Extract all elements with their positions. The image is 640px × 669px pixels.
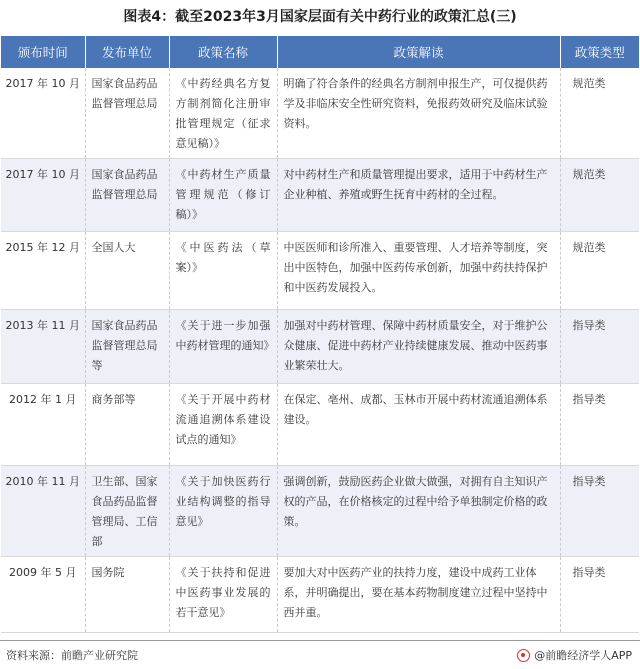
- cell-type: 规范类: [560, 159, 639, 232]
- table-row: [1, 159, 639, 232]
- table-row: [1, 557, 639, 633]
- chart-title: 图表4：截至2023年3月国家层面有关中药行业的政策汇总(三): [123, 9, 517, 25]
- cell-name: 《中药材生产质量管理规范（修订稿）》: [169, 159, 277, 232]
- cell-desc: 在保定、亳州、成都、玉林市开展中药材流通追溯体系建设。: [277, 384, 560, 466]
- cell-desc: 要加大对中医药产业的扶持力度，建设中成药工业体系，并明确提出，要在基本药物制度建立过程中坚持中西并重。: [277, 557, 560, 633]
- cell-unit: 国务院: [85, 557, 169, 633]
- cell-date: 2012 年 1 月: [9, 393, 77, 406]
- table-row: [1, 310, 639, 384]
- cell-unit: 国家食品药品监督管理总局: [85, 68, 169, 159]
- header-desc: 政策解读: [277, 36, 560, 68]
- table-row: [1, 384, 639, 466]
- cell-name: 《关于加快医药行业结构调整的指导意见》: [169, 466, 277, 557]
- header-unit: 发布单位: [85, 36, 169, 68]
- cell-type: 指导类: [560, 384, 639, 466]
- source-note: 资料来源：前瞻产业研究院: [6, 649, 138, 662]
- cell-date: 2017 年 10 月: [5, 77, 80, 90]
- cell-desc: 中医医师和诊所准入、重要管理、人才培养等制度，突出中医特色，加强中医药传承创新，加强中药扶持保护和中医药发展投入。: [277, 232, 560, 310]
- cell-unit: 全国人大: [85, 232, 169, 310]
- cell-name: 《关于进一步加强中药材管理的通知》: [169, 310, 277, 384]
- cell-unit: 商务部等: [85, 384, 169, 466]
- cell-desc: 明确了符合条件的经典名方制剂申报生产，可仅提供药学及非临床安全性研究资料，免报药效研究及临床试验资料。: [277, 68, 560, 159]
- qianzhan-logo-icon: [517, 649, 530, 662]
- table-header-row: [1, 36, 639, 68]
- cell-date: 2013 年 11 月: [1, 310, 85, 384]
- cell-name: 《中医药法（草案）》: [169, 232, 277, 310]
- cell-type: 指导类: [560, 310, 639, 384]
- cell-name: 《关于扶持和促进中医药事业发展的若干意见》: [169, 557, 277, 633]
- cell-type: 规范类: [560, 232, 639, 310]
- cell-date: 2009 年 5 月: [9, 566, 77, 579]
- table-row: [1, 232, 639, 310]
- cell-unit: 国家食品药品监督管理总局: [85, 159, 169, 232]
- table-row: [1, 68, 639, 159]
- cell-type: 指导类: [560, 466, 639, 557]
- cell-desc: 加强对中药材管理、保障中药材质量安全，对于维护公众健康、促进中药材产业持续健康发展、推动中医药事业繁荣壮大。: [277, 310, 560, 384]
- header-type: 政策类型: [560, 36, 639, 68]
- policy-table: [1, 36, 639, 633]
- cell-unit: 卫生部、国家食品药品监督管理局、工信部: [85, 466, 169, 557]
- brand-text: @前瞻经济学人APP: [534, 649, 632, 662]
- cell-name: 《关于开展中药材流通追溯体系建设试点的通知》: [169, 384, 277, 466]
- cell-name: 《中药经典名方复方制剂简化注册审批管理规定（征求意见稿）》: [169, 68, 277, 159]
- cell-date: 2015 年 12 月: [5, 241, 80, 254]
- cell-desc: 对中药材生产和质量管理提出要求，适用于中药材生产企业种植、养殖或野生抚育中药材的全过程。: [277, 159, 560, 232]
- footer: [0, 640, 640, 669]
- cell-type: 规范类: [560, 68, 639, 159]
- brand-credit: [517, 647, 632, 663]
- cell-date: 2010 年 11 月: [1, 466, 85, 557]
- cell-unit: 国家食品药品监督管理总局等: [85, 310, 169, 384]
- cell-date: 2017 年 10 月: [1, 159, 85, 232]
- cell-desc: 强调创新，鼓励医药企业做大做强，对拥有自主知识产权的产品，在价格核定的过程中给予单独制定价格的政策。: [277, 466, 560, 557]
- header-date: 颁布时间: [1, 36, 85, 68]
- header-name: 政策名称: [169, 36, 277, 68]
- table-row: [1, 466, 639, 557]
- cell-type: 指导类: [560, 557, 639, 633]
